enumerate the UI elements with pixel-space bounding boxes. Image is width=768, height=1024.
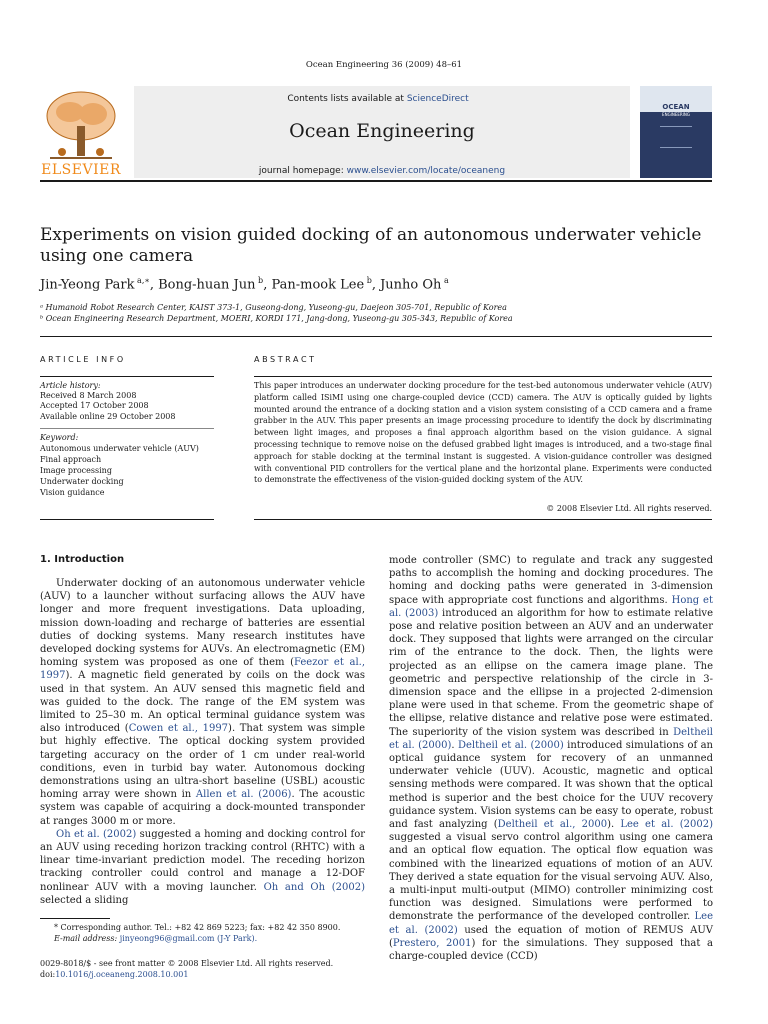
article-info-rule-top	[40, 376, 214, 377]
text-run: ). A magnetic field generated by coils on the dock was used in that system. An AUV sensed this magnetic field and was guided to the dock. The range of the EM system was limited to 25–30 m. An optical terminal guidance system was also introduced (	[40, 670, 365, 735]
email-label: E-mail address:	[54, 934, 120, 943]
paragraph	[40, 577, 365, 828]
abstract-heading: ABSTRACT	[254, 355, 317, 364]
sciencedirect-link[interactable]: ScienceDirect	[406, 94, 469, 104]
text-run: suggested a homing and docking control for an AUV using receding horizon tracking control (RHTC) with a linear time-invariant prediction model. The receding horizon tracking controller could control and manage a 12-DOF nonlinear AUV with a moving launcher.	[40, 828, 366, 893]
text-run: mode controller (SMC) to regulate and track any suggested paths to accomplish the homing and docking procedures. The homing and docking paths were generated in 3-dimension space with appropriate cost functions and algorithms.	[389, 555, 713, 606]
page-footer	[40, 958, 370, 980]
citation-link[interactable]: Lee et al. (2002)	[389, 911, 713, 936]
article-info-heading: ARTICLE INFO	[40, 355, 126, 364]
doi-line	[40, 969, 370, 980]
journal-citation: Ocean Engineering 36 (2009) 48–61	[305, 60, 463, 70]
homepage-prefix: journal homepage:	[258, 166, 347, 176]
abstract-text: This paper introduces an underwater docking procedure for the test-bed autonomous underwater vehicle (AUV) platform called ISiMI using one charge-coupled device (CCD) camera. The AUV is optically guided by lights mounted around the entrance of a docking station and a vision system consisting of a CCD camera and a frame grabber in the AUV. This paper presents an image processing procedure to identify the dock by discriminating between light images, and proposes a final approach algorithm based on the vision guidance. A signal processing technique to remove noise on the defused grabbed light images is introduced, and a two-stage final approach for stable docking at the terminal instant is suggested. A vision-guidance controller was designed with conventional PID controllers for the vertical plane and the horizontal plane. Experiments were conducted to demonstrate the effectiveness of the vision-guided docking system of the AUV.	[254, 381, 712, 485]
affiliation-a: ᵃ Humanoid Robot Research Center, KAIST 373-1, Guseong-dong, Yuseong-gu, Daejeon 305-701, Republic of Korea	[40, 303, 507, 312]
abstract-rule-top	[254, 376, 712, 377]
journal-cover	[640, 86, 712, 178]
text-run: .	[451, 739, 458, 751]
author-email-link[interactable]: jinyeong96@gmail.com (J-Y Park).	[119, 934, 258, 943]
author-affiliation-mark: b	[364, 276, 372, 285]
author-list: Jin-Yeong Park $^{a,∗}$, Bong-huan Jun $^b$, Pan-mook Lee $^b$, Junho Oh $^a$	[40, 276, 449, 293]
author-name: Jin-Yeong Park	[40, 277, 135, 293]
article-title: Experiments on vision guided docking of an autonomous underwater vehicle using one camera	[40, 225, 702, 266]
author-affiliation-mark: a,∗	[134, 276, 150, 285]
abstract-rule-bottom	[254, 519, 712, 520]
issn-line: 0029-8018/$ - see front matter © 2008 Elsevier Ltd. All rights reserved.	[40, 959, 334, 968]
footnote	[40, 922, 370, 944]
paragraph	[40, 828, 365, 907]
contents-line	[200, 94, 556, 104]
article-info-rule-bottom	[40, 519, 214, 520]
citation-link[interactable]: Deltheil et al. (2000)	[458, 739, 564, 751]
body-column-left	[40, 577, 365, 907]
citation-link[interactable]: Allen et al. (2006)	[195, 789, 292, 801]
text-run: ).	[607, 819, 621, 831]
title-divider	[40, 336, 712, 337]
elsevier-logo	[40, 86, 122, 178]
article-history	[40, 381, 215, 422]
history-accepted: Accepted 17 October 2008	[40, 401, 149, 411]
citation-link[interactable]: Cowen et al., 1997	[128, 723, 229, 735]
text-run: used the equation of motion of REMUS AUV (	[389, 924, 713, 949]
history-online: Available online 29 October 2008	[40, 411, 176, 421]
corresponding-author-note: * Corresponding author. Tel.: +82 42 869 5223; fax: +82 42 350 8900.	[54, 923, 341, 932]
cover-title-line1: OCEAN	[662, 103, 690, 111]
citation-link[interactable]: Oh et al. (2002)	[56, 828, 137, 840]
history-received: Received 8 March 2008	[40, 391, 137, 401]
abstract-copyright: © 2008 Elsevier Ltd. All rights reserved.	[546, 504, 712, 513]
author-affiliation-mark: a	[441, 276, 449, 285]
citation-link[interactable]: Feezor et al., 1997	[40, 657, 365, 682]
journal-homepage	[134, 166, 630, 176]
contents-prefix: Contents lists available at	[287, 94, 407, 104]
doi-label: doi:	[40, 970, 56, 979]
journal-title: Ocean Engineering	[289, 120, 475, 142]
text-run: introduced an algorithm for how to estimate relative pose and relative position between an AUV and an underwater dock. They supposed that lights were arranged on the circular rim of the entrance to the dock. Then, the lights were projected as an ellipse on the camera image plane. The geometric and perspective relationship of the circle in 3-dimension space and the ellipse in a projected 2-dimension plane were used in that scheme. From the geometric shape of the ellipse, relative distance and relative pose were estimated. The superiority of the vision system was described in	[389, 607, 713, 738]
doi-link[interactable]: 10.1016/j.oceaneng.2008.10.001	[55, 970, 189, 979]
keyword-list	[40, 432, 215, 498]
text-run: selected a sliding	[40, 894, 129, 906]
citation-link[interactable]: Deltheil et al., 2000	[497, 819, 608, 831]
citation-link[interactable]: Deltheil et al. (2000)	[389, 726, 713, 751]
email-line	[40, 933, 370, 944]
header-divider	[40, 180, 712, 182]
keyword-item: Image processing	[40, 466, 112, 475]
text-run: Underwater docking of an autonomous underwater vehicle (AUV) to a launcher without surfacing allows the AUV have longer and more frequent investigations. Data uploading, mission down-loading and recharge of batteries are essential duties of docking systems. Many research institutes have developed docking systems for AUVs. An electromagnetic (EM) homing system was proposed as one of them (	[40, 578, 365, 669]
citation-link[interactable]: Prestero, 2001	[392, 937, 472, 949]
author-name: Bong-huan Jun	[158, 277, 256, 293]
text-run: ) for the simulations. They supposed that a charge-coupled device (CCD)	[389, 937, 713, 963]
text-run: ). That system was simple but highly effective. The optical docking system provided targeting accuracy on the order of 1 cm under real-world conditions, even in turbid bay water. Autonomous docking demonstrations using an ultra-short baseline (USBL) acoustic homing array were shown in	[40, 723, 366, 801]
keyword-item: Final approach	[40, 455, 102, 464]
footnote-rule	[40, 918, 110, 919]
affiliation-b: ᵇ Ocean Engineering Research Department, MOERI, KORDI 171, Jang-dong, Yuseong-gu 305-343, Republic of Korea	[40, 314, 513, 323]
citation-link[interactable]: Oh and Oh (2002)	[263, 881, 365, 893]
keyword-item: Underwater docking	[40, 477, 124, 486]
citation-link[interactable]: Lee et al. (2002)	[620, 819, 713, 831]
elsevier-wordmark: ELSEVIER	[41, 162, 121, 178]
text-run: introduced simulations of an optical guidance system for recovery of an unmanned underwater vehicle (UUV). Acoustic, magnetic and optical sensing methods were compared. It was shown that the optical method is superior and the best choice for the UUV recovery guidance system. Vision systems can be easy to operate, robust and fast analyzing (	[389, 739, 713, 831]
paragraph	[389, 554, 713, 963]
text-run: . The acoustic system was capable of acquiring a dock-mounted transponder at ranges 3000 m or more.	[40, 789, 366, 827]
history-label: Article history:	[40, 381, 101, 390]
author-name: Pan-mook Lee	[271, 277, 365, 293]
body-column-right	[389, 554, 713, 963]
section-title-introduction: 1. Introduction	[40, 554, 125, 565]
article-info-rule-mid	[40, 428, 214, 429]
keyword-item: Vision guidance	[40, 488, 105, 497]
homepage-link[interactable]: www.elsevier.com/locate/oceaneng	[346, 166, 506, 176]
author-name: Junho Oh	[380, 277, 442, 293]
cover-title-line2: ENGINEERING	[662, 112, 690, 117]
text-run: suggested a visual servo control algorithm using one camera and an optical flow equation. The optical flow equation was combined with the linearized equations of motion of an AUV. They derived a state equation for the visual servoing AUV. Also, a multi-input multi-output (MIMO) controller minimizing cost function was designed. Simulations were performed to demonstrate the performance of the developed controller.	[389, 832, 713, 923]
author-affiliation-mark: b	[255, 276, 264, 285]
citation-link[interactable]: Hong et al. (2003)	[389, 594, 713, 619]
keyword-item: Autonomous underwater vehicle (AUV)	[40, 444, 199, 453]
keyword-label: Keyword:	[40, 433, 79, 442]
